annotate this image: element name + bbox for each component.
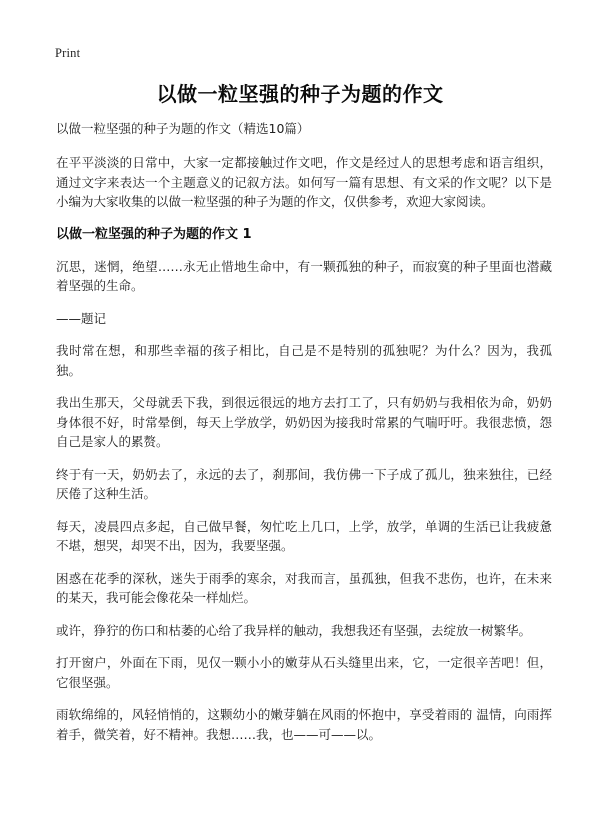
document-subtitle: 以做一粒坚强的种子为题的作文（精选10篇） [56, 121, 310, 136]
epigraph-source: ——题记 [56, 310, 107, 326]
document-body [56, 119, 552, 757]
section-heading: 以做一粒坚强的种子为题的作文 1 [56, 226, 252, 242]
body-paragraph: 打开窗户，外面在下雨，见仅一颗小小的嫩芽从石头缝里出来，它，一定很辛苦吧！但，它很坚强。 [56, 655, 552, 690]
body-paragraph: 雨软绵绵的，风轻悄悄的，这颗幼小的嫩芽躺在风雨的怀抱中，享受着雨的 温情，向雨挥着手，微笑着，好不精神。我想……我，也——可——以。 [56, 707, 552, 742]
body-paragraph: 或许，狰狞的伤口和枯萎的心给了我异样的触动，我想我还有坚强，去绽放一树繁华。 [56, 622, 532, 638]
epigraph-paragraph: 沉思，迷惘，绝望……永无止惜地生命中，有一颗孤独的种子，而寂寞的种子里面也潜藏着坚强的生命。 [56, 258, 552, 293]
print-link[interactable]: Print [55, 46, 81, 60]
intro-paragraph: 在平平淡淡的日常中，大家一定都接触过作文吧，作文是经过人的思想考虑和语言组织，通过文字来表达一个主题意义的记叙方法。如何写一篇有思想、有文采的作文呢？以下是小编为大家收集的以做一粒坚强的种子为题的作文，仅供参考，欢迎大家阅读。 [56, 155, 552, 209]
document-title: 以做一粒坚强的种子为题的作文 [156, 82, 444, 106]
body-paragraph: 每天，凌晨四点多起，自己做早餐，匆忙吃上几口，上学，放学，单调的生活已让我疲惫不堪，想哭，却哭不出，因为，我要坚强。 [56, 518, 552, 553]
body-paragraph: 困惑在花季的深秋，迷失于雨季的寒余，对我而言，虽孤独，但我不悲伤，也许，在未来的某天，我可能会像花朵一样灿烂。 [56, 570, 552, 605]
body-paragraph: 终于有一天，奶奶去了，永远的去了，刹那间，我仿佛一下子成了孤儿，独来独往，已经厌倦了这种生活。 [56, 466, 552, 501]
body-paragraph: 我时常在想，和那些幸福的孩子相比，自己是不是特别的孤独呢？为什么？因为，我孤独。 [56, 343, 552, 378]
body-paragraph: 我出生那天，父母就丢下我，到很远很远的地方去打工了，只有奶奶与我相依为命，奶奶身体很不好，时常晕倒，每天上学放学，奶奶因为接我时常累的气喘吁吁。我很悲愤，怨自己是家人的累赘。 [56, 395, 552, 449]
